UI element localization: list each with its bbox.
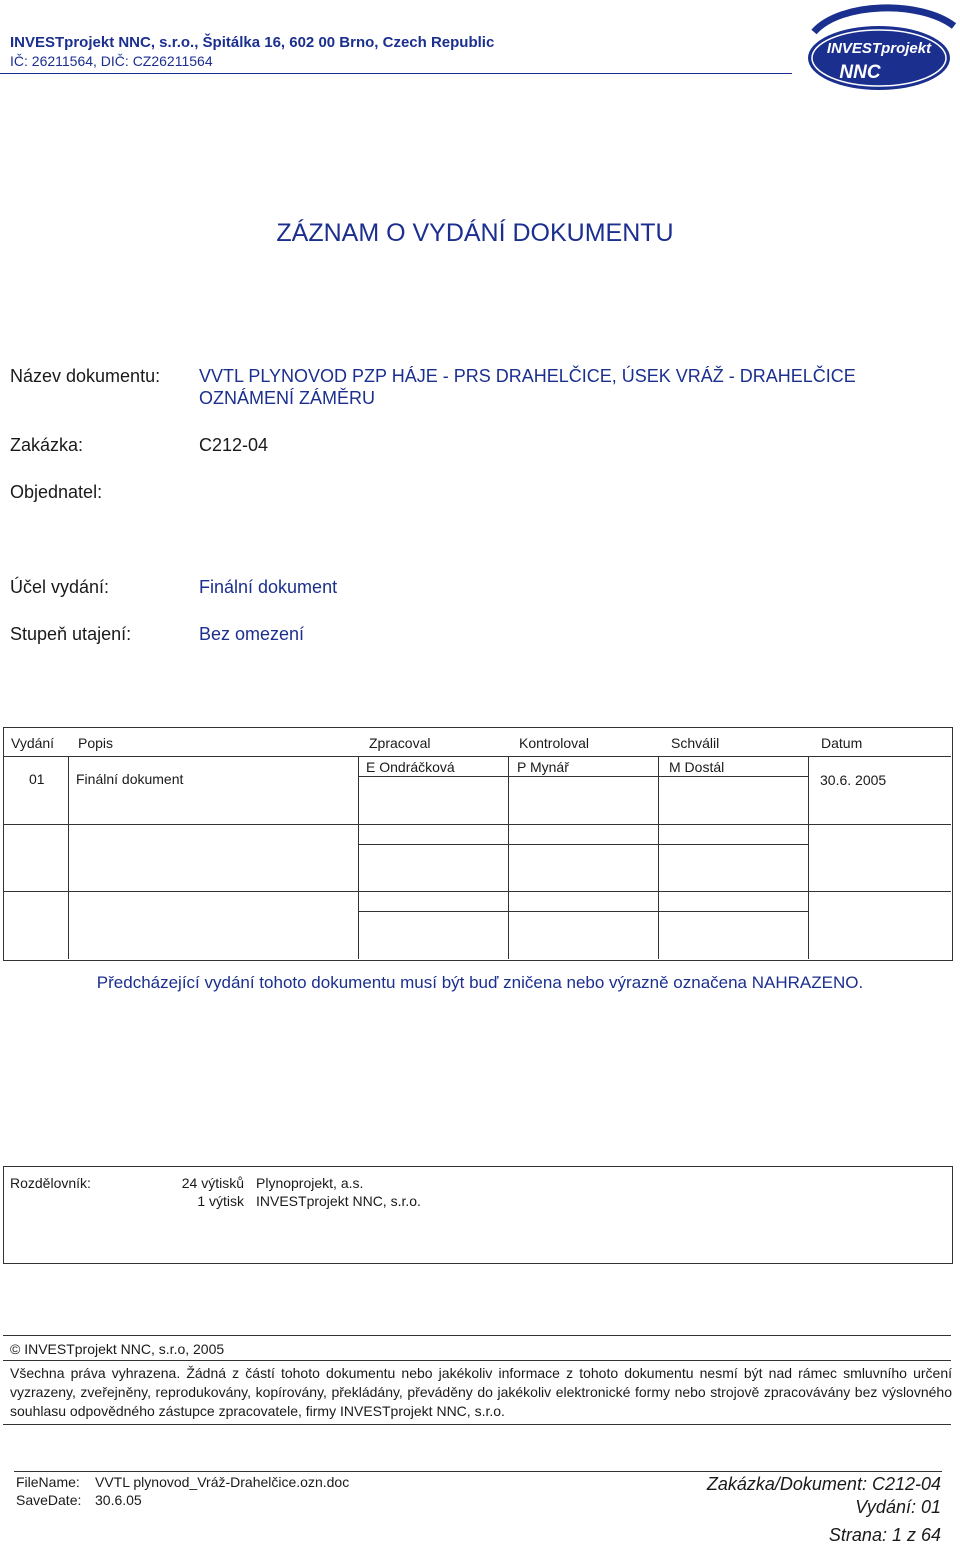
- table-column-rule: [508, 756, 509, 959]
- logo-text-top: INVESTprojekt: [826, 40, 932, 57]
- document-title: ZÁZNAM O VYDÁNÍ DOKUMENTU: [276, 219, 674, 247]
- purpose-value: Finální dokument: [199, 577, 338, 597]
- logo-text-bottom: NNC: [839, 62, 881, 83]
- filename-label: FileName:: [16, 1474, 80, 1490]
- company-logo: [800, 4, 958, 92]
- row-prepared: E Ondráčková: [366, 759, 455, 775]
- signature-rule: [358, 844, 808, 845]
- footer-order-document: Zakázka/Dokument: C212-04: [706, 1474, 941, 1494]
- col-header-checked: Kontroloval: [519, 735, 590, 751]
- col-header-approved: Schválil: [671, 735, 720, 751]
- footer-issue: Vydání: 01: [855, 1497, 941, 1517]
- client-label: Objednatel:: [10, 482, 103, 502]
- rights-statement: Všechna práva vyhrazena. Žádná z částí tohoto dokumentu nebo jakékoliv informace z tohoto dokumentu nesmí být nad rámec smluvního určení vyzrazeny, zveřejněny, reprodukovány, kopírovány, překládány, převáděny do jakékoliv elektronické formy nebo strojově zpracovávány bez výslovného souhlasu odpovědného zástupce zpracovatele, firmy INVESTprojekt NNC, s.r.o.: [10, 1365, 952, 1419]
- secrecy-label: Stupeň utajení:: [10, 624, 132, 644]
- document-name-line1: VVTL PLYNOVOD PZP HÁJE - PRS DRAHELČICE, ÚSEK VRÁŽ - DRAHELČICE: [199, 366, 856, 386]
- signature-rule: [358, 911, 808, 912]
- distribution-count: 1 výtisk: [197, 1193, 244, 1209]
- purpose-label: Účel vydání:: [10, 577, 110, 597]
- copyright-bottom-rule: [3, 1424, 951, 1425]
- supersede-note: Předcházející vydání tohoto dokumentu musí být buď zničena nebo výrazně označena NAHRAZENO.: [96, 973, 864, 992]
- copyright-divider: [3, 1360, 951, 1361]
- savedate-label: SaveDate:: [16, 1492, 82, 1508]
- document-name-line2: OZNÁMENÍ ZÁMĚRU: [199, 388, 376, 408]
- col-header-issue: Vydání: [11, 735, 55, 751]
- company-address: INVESTprojekt NNC, s.r.o., Špitálka 16, 602 00 Brno, Czech Republic: [10, 34, 495, 51]
- signature-rule: [358, 776, 808, 777]
- table-column-rule: [68, 756, 69, 959]
- filename-value: VVTL plynovod_Vráž-Drahelčice.ozn.doc: [95, 1474, 350, 1490]
- col-header-description: Popis: [78, 735, 114, 751]
- savedate-value: 30.6.05: [95, 1492, 142, 1508]
- order-value: C212-04: [199, 435, 269, 455]
- distribution-count: 24 výtisků: [181, 1175, 244, 1191]
- table-column-rule: [358, 756, 359, 959]
- distribution-recipient: INVESTprojekt NNC, s.r.o.: [256, 1193, 421, 1209]
- row-approved: M Dostál: [669, 759, 725, 775]
- col-header-prepared: Zpracoval: [369, 735, 431, 751]
- row-checked: P Mynář: [517, 759, 569, 775]
- copyright-top-rule: [3, 1335, 951, 1336]
- company-ids: IČ: 26211564, DIČ: CZ26211564: [10, 53, 213, 69]
- footer-page-number: Strana: 1 z 64: [828, 1525, 941, 1545]
- table-column-rule: [808, 756, 809, 959]
- document-name-label: Název dokumentu:: [10, 366, 161, 386]
- row-date: 30.6. 2005: [820, 772, 887, 788]
- table-column-rule: [658, 756, 659, 959]
- row-description: Finální dokument: [76, 771, 184, 787]
- col-header-date: Datum: [821, 735, 863, 751]
- copyright-line: © INVESTprojekt NNC, s.r.o, 2005: [10, 1341, 225, 1357]
- row-issue: 01: [29, 771, 45, 787]
- secrecy-value: Bez omezení: [199, 624, 305, 644]
- header-rule: [0, 73, 792, 74]
- distribution-recipient: Plynoprojekt, a.s.: [256, 1175, 364, 1191]
- footer-rule: [14, 1471, 942, 1472]
- distribution-label: Rozdělovník:: [10, 1175, 91, 1191]
- order-label: Zakázka:: [10, 435, 84, 455]
